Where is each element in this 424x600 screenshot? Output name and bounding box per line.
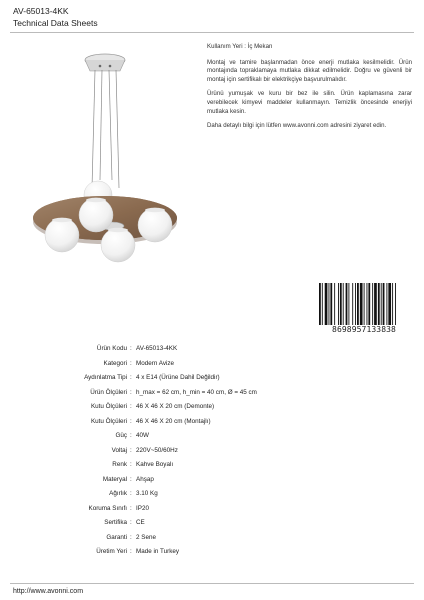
header-divider xyxy=(10,32,414,33)
spec-separator: : xyxy=(130,446,132,454)
spec-row xyxy=(0,374,424,386)
glass-globe xyxy=(138,208,172,242)
spec-label: Renk xyxy=(112,461,127,468)
description-paragraph: Ürünü yumuşak ve kuru bir bez ile silin. Ürün kaplamasına zarar verebilecek kimyevi maddeler kullanmayın. Temizlik öncesinde enerjiyi mutlaka kesin. xyxy=(207,90,412,115)
spec-label: Voltaj xyxy=(111,446,127,454)
spec-value: h_max = 62 cm, h_min = 40 cm, Ø = 45 cm xyxy=(136,388,257,396)
spec-label: Kategori xyxy=(103,359,127,367)
spec-value: Modern Avize xyxy=(136,359,175,367)
spec-row xyxy=(0,548,424,560)
spec-row xyxy=(0,505,424,517)
spec-value: Made in Turkey xyxy=(136,548,180,555)
spec-row xyxy=(0,519,424,531)
spec-label: Sertifika xyxy=(104,519,127,526)
spec-row xyxy=(0,476,424,488)
spec-row xyxy=(0,490,424,502)
footer-divider xyxy=(10,583,414,584)
spec-separator: : xyxy=(130,548,132,555)
spec-value: 220V~50/60Hz xyxy=(136,446,178,454)
spec-separator: : xyxy=(130,432,132,439)
spec-label: Kutu Ölçüleri xyxy=(90,403,127,410)
spec-separator: : xyxy=(130,475,132,483)
glass-globe xyxy=(101,228,135,262)
spec-value: 2 Sene xyxy=(136,533,156,541)
spec-value: AV-65013-4KK xyxy=(136,345,178,352)
spec-label: Güç xyxy=(115,432,127,439)
spec-value: 3.10 Kg xyxy=(136,490,158,497)
spec-value: 46 X 46 X 20 cm (Demonte) xyxy=(136,403,215,410)
spec-separator: : xyxy=(130,533,132,541)
spec-label: Materyal xyxy=(102,475,127,483)
spec-row xyxy=(0,534,424,546)
spec-label: Üretim Yeri xyxy=(96,548,127,555)
spec-row xyxy=(0,461,424,473)
spec-separator: : xyxy=(130,461,132,468)
header-title: Technical Data Sheets xyxy=(13,18,98,28)
glass-globe xyxy=(45,218,79,252)
spec-label: Ağırlık xyxy=(109,490,127,497)
spec-label: Kutu Ölçüleri xyxy=(90,417,127,425)
barcode-digits: 8698957133838 xyxy=(316,325,412,334)
spec-row xyxy=(0,345,424,357)
spec-separator: : xyxy=(130,504,132,512)
spec-label: Ürün Ölçüleri xyxy=(90,388,127,396)
spec-row xyxy=(0,447,424,459)
spec-separator: : xyxy=(130,417,132,425)
spec-label: Aydınlatma Tipi xyxy=(84,374,127,381)
spec-separator: : xyxy=(130,374,132,381)
spec-label: Garanti xyxy=(106,533,127,541)
usage-area: Kullanım Yeri : İç Mekan xyxy=(207,43,273,50)
spec-row xyxy=(0,418,424,430)
spec-separator: : xyxy=(130,345,132,352)
spec-value: 46 X 46 X 20 cm (Montajlı) xyxy=(136,417,211,425)
spec-label: Koruma Sınıfı xyxy=(88,504,127,512)
spec-row xyxy=(0,403,424,415)
spec-separator: : xyxy=(130,519,132,526)
description-block xyxy=(207,43,412,137)
description-paragraph: Montaj ve tamire başlanmadan önce enerji mutlaka kesilmelidir. Ürün montajında topraklamaya mutlaka dikkat edilmelidir. Doğru ve güvenli bir montaj için sertifikalı bir elektrikçiye başvurulmalıdır. xyxy=(207,58,412,83)
spec-row xyxy=(0,360,424,372)
spec-value: 40W xyxy=(136,432,149,439)
spec-separator: : xyxy=(130,359,132,367)
spec-value: 4 x E14 (Ürüne Dahil Değildir) xyxy=(136,374,220,381)
spec-label: Ürün Kodu xyxy=(96,345,127,352)
header-product-code: AV-65013-4KK xyxy=(13,6,69,16)
spec-row xyxy=(0,432,424,444)
spec-row xyxy=(0,389,424,401)
spec-separator: : xyxy=(130,403,132,410)
spec-value: Ahşap xyxy=(136,475,154,483)
glass-globe xyxy=(79,198,113,232)
spec-separator: : xyxy=(130,388,132,396)
spec-value: Kahve Boyalı xyxy=(136,461,174,468)
spec-value: CE xyxy=(136,519,145,526)
description-paragraph: Daha detaylı bilgi için lütfen www.avonni.com adresini ziyaret edin. xyxy=(207,122,387,130)
footer-url[interactable]: http://www.avonni.com xyxy=(13,588,84,595)
spec-separator: : xyxy=(130,490,132,497)
product-image xyxy=(20,40,200,270)
spec-value: IP20 xyxy=(136,504,149,512)
